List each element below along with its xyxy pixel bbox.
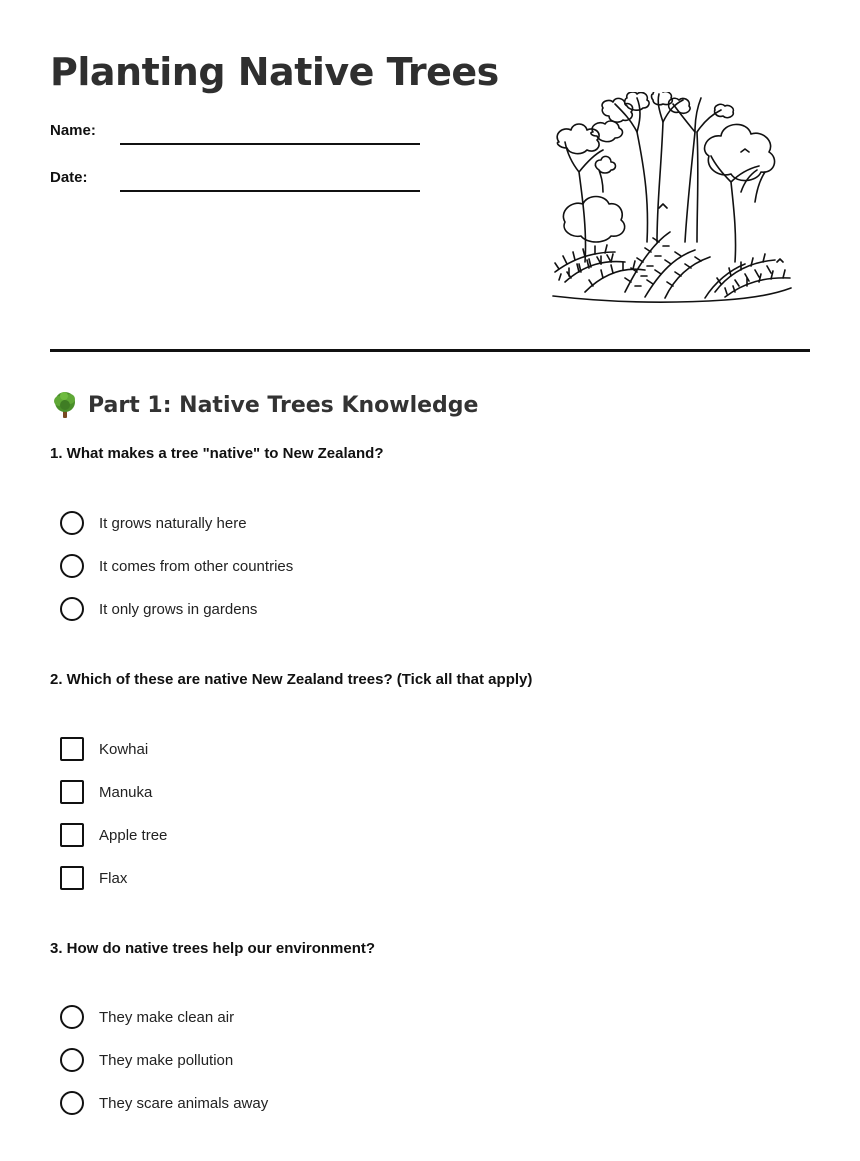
- part1-heading-text: Part 1: Native Trees Knowledge: [88, 392, 479, 418]
- q2-option-2[interactable]: [60, 779, 152, 805]
- name-line[interactable]: [120, 143, 420, 145]
- radio-button[interactable]: [60, 554, 84, 578]
- q2-option-4[interactable]: [60, 865, 127, 891]
- checkbox[interactable]: [60, 780, 84, 804]
- checkbox[interactable]: [60, 737, 84, 761]
- page-title: Planting Native Trees: [50, 50, 499, 94]
- date-label: Date:: [50, 169, 88, 186]
- header-divider: [50, 349, 810, 352]
- question-2: 2. Which of these are native New Zealand trees? (Tick all that apply): [50, 671, 533, 688]
- checkbox[interactable]: [60, 866, 84, 890]
- date-line[interactable]: [120, 190, 420, 192]
- native-forest-illustration: [545, 92, 795, 304]
- radio-button[interactable]: [60, 1005, 84, 1029]
- option-label: They make clean air: [99, 1008, 235, 1026]
- option-label: It only grows in gardens: [99, 600, 258, 618]
- option-label: Manuka: [99, 783, 153, 801]
- q1-option-1[interactable]: [60, 510, 247, 536]
- option-label: Kowhai: [99, 740, 149, 758]
- q2-option-3[interactable]: [60, 822, 167, 848]
- q3-option-2[interactable]: [60, 1047, 233, 1073]
- radio-button[interactable]: [60, 1048, 84, 1072]
- option-label: It grows naturally here: [99, 514, 247, 532]
- radio-button[interactable]: [60, 597, 84, 621]
- q3-option-1[interactable]: [60, 1004, 234, 1030]
- radio-button[interactable]: [60, 511, 84, 535]
- option-label: Apple tree: [99, 826, 168, 844]
- q2-option-1[interactable]: [60, 736, 148, 762]
- option-label: It comes from other countries: [99, 557, 294, 575]
- option-label: Flax: [99, 869, 128, 887]
- name-label: Name:: [50, 122, 96, 139]
- part1-heading: [50, 389, 478, 421]
- question-3: 3. How do native trees help our environment?: [50, 940, 376, 957]
- radio-button[interactable]: [60, 1091, 84, 1115]
- q1-option-3[interactable]: [60, 596, 257, 622]
- checkbox[interactable]: [60, 823, 84, 847]
- q3-option-3[interactable]: [60, 1090, 268, 1116]
- deciduous-tree-icon: [50, 390, 80, 420]
- q1-option-2[interactable]: [60, 553, 293, 579]
- question-1: 1. What makes a tree "native" to New Zealand?: [50, 445, 384, 462]
- option-label: They make pollution: [99, 1051, 234, 1069]
- option-label: They scare animals away: [99, 1094, 269, 1112]
